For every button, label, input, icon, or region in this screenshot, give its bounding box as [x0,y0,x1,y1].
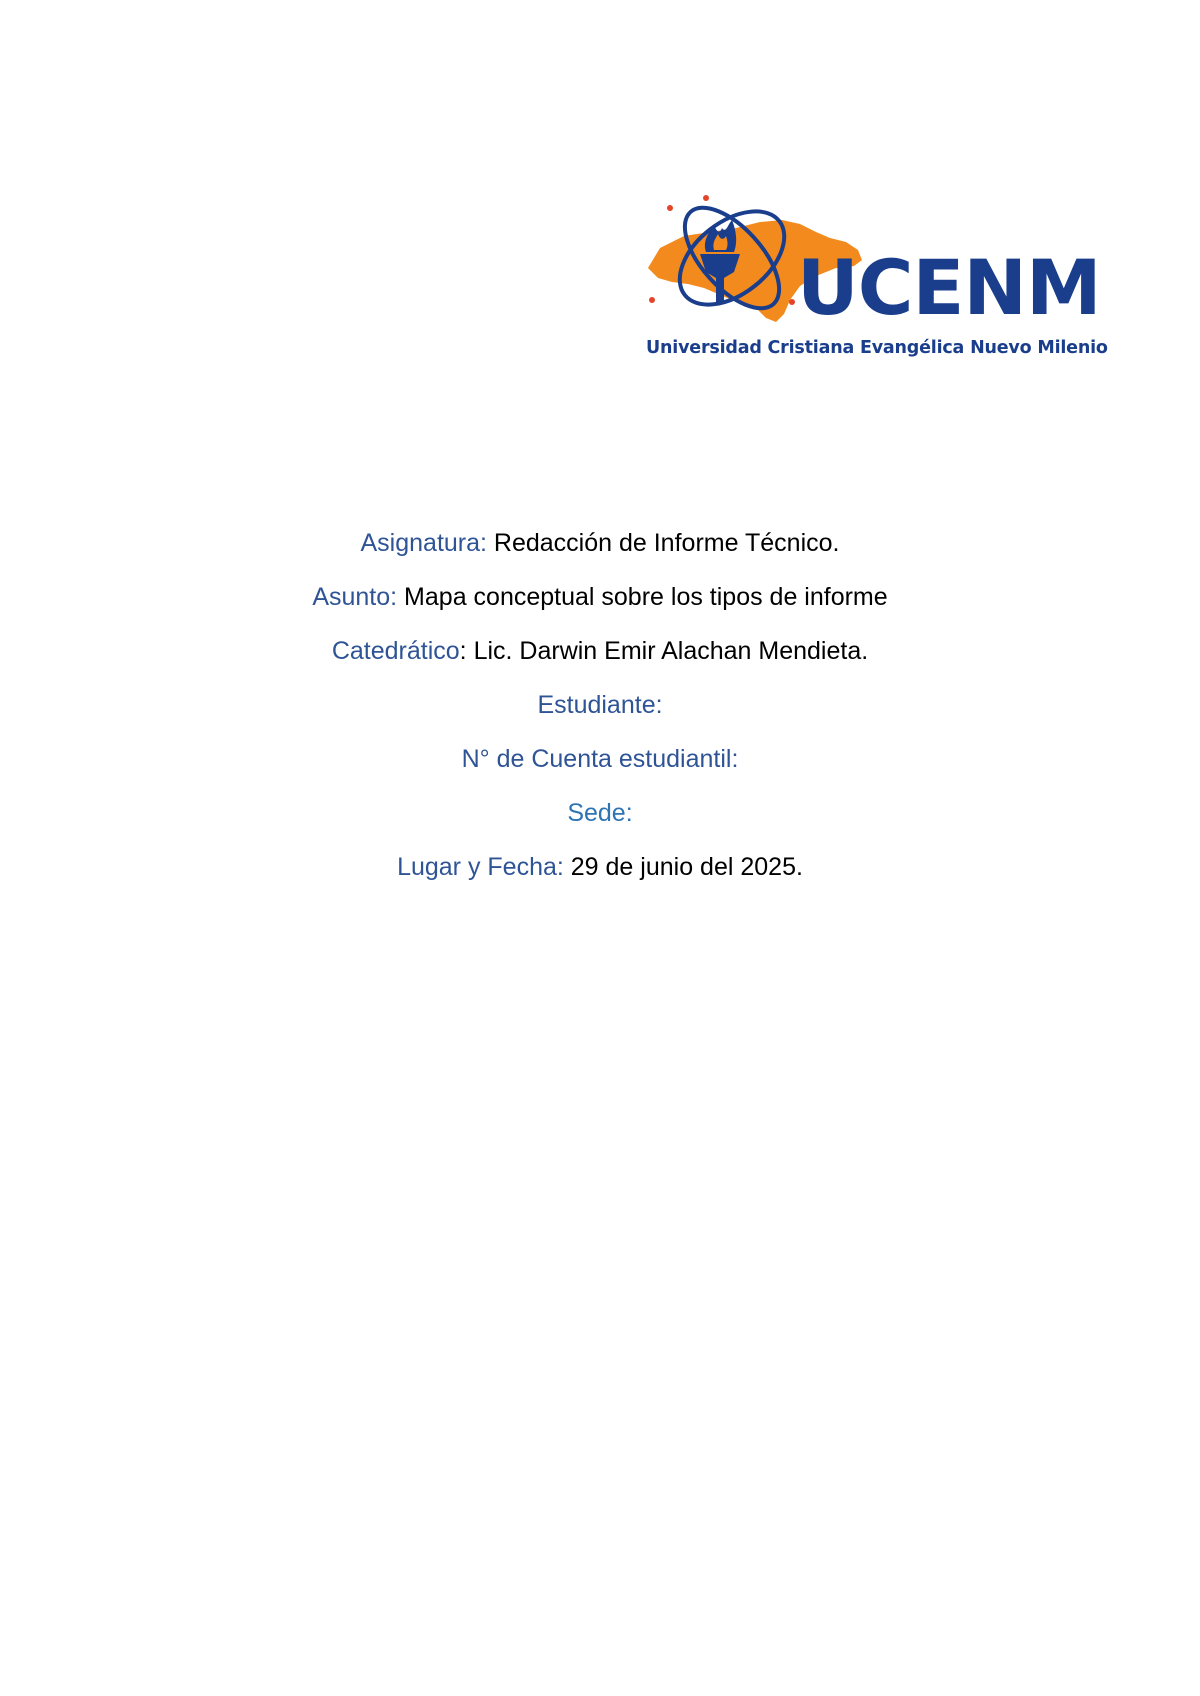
catedratico-label: Catedrático [331,637,460,665]
asignatura-label: Asignatura: [360,529,487,557]
university-logo [640,190,1108,370]
lugar-fecha-value: 29 de junio del 2025. [563,853,803,881]
cuenta-label: N° de Cuenta estudiantil: [461,745,739,773]
catedratico-value: : Lic. Darwin Emir Alachan Mendieta. [459,637,869,665]
sede-label: Sede: [567,799,633,827]
field-catedratico [0,636,1200,690]
logo-wordmark: UCENM [797,243,1101,332]
asignatura-value: Redacción de Informe Técnico. [486,529,840,557]
cover-fields [0,528,1200,906]
field-cuenta [0,744,1200,798]
lugar-fecha-label: Lugar y Fecha: [397,853,564,881]
field-lugar-fecha [0,852,1200,906]
field-asunto [0,582,1200,636]
field-sede [0,798,1200,852]
estudiante-label: Estudiante: [537,691,663,719]
field-estudiante [0,690,1200,744]
logo-subtitle: Universidad Cristiana Evangélica Nuevo Milenio [646,338,1108,358]
field-asignatura [0,528,1200,582]
asunto-value: Mapa conceptual sobre los tipos de informe [397,583,888,611]
asunto-label: Asunto: [312,583,398,611]
